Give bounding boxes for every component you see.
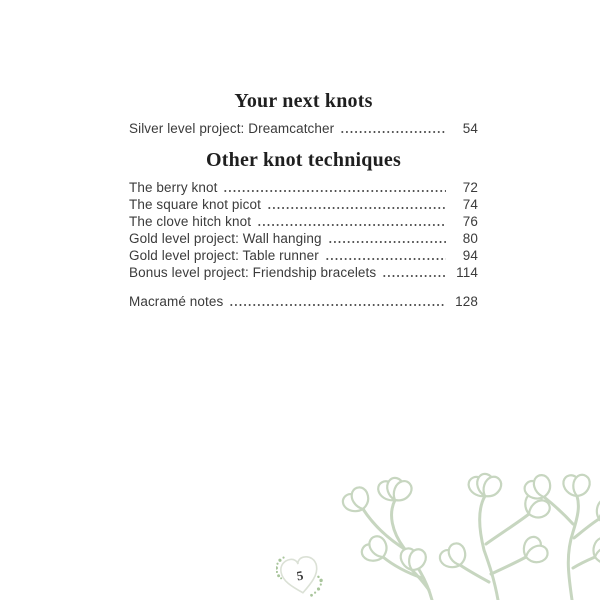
toc-leader-dots [382, 275, 446, 277]
toc-entry [129, 120, 478, 137]
toc-entry [129, 264, 478, 281]
toc-leader-dots [340, 131, 446, 133]
toc-entry-label: The berry knot [129, 180, 218, 195]
table-of-contents [129, 90, 478, 310]
toc-leader-dots [325, 258, 446, 260]
toc-entry [129, 179, 478, 196]
toc-entry-page-number: 94 [462, 248, 478, 263]
toc-entry-label: Gold level project: Table runner [129, 248, 319, 263]
heart-wreath-icon [276, 552, 324, 600]
toc-leader-dots [229, 304, 446, 306]
toc-entry-page-number: 72 [462, 180, 478, 195]
toc-entry [129, 247, 478, 264]
toc-leader-dots [223, 190, 446, 192]
toc-entry-label: Macramé notes [129, 294, 224, 309]
toc-entry [129, 213, 478, 230]
toc-entry-page-number: 128 [455, 294, 478, 309]
toc-entry [129, 230, 478, 247]
toc-leader-dots [267, 207, 446, 209]
toc-entry [129, 196, 478, 213]
toc-entry-label: Bonus level project: Friendship bracelets [129, 265, 377, 280]
toc-entry-label: The clove hitch knot [129, 214, 252, 229]
toc-leader-dots [257, 224, 446, 226]
section-heading: Your next knots [234, 90, 373, 112]
toc-entry-page-number: 114 [456, 265, 478, 280]
toc-entry-label: Silver level project: Dreamcatcher [129, 121, 335, 136]
leafy-branches-icon [332, 466, 600, 600]
toc-leader-dots [328, 241, 446, 243]
toc-entry [129, 293, 478, 310]
footer-page-number: 5 [295, 567, 305, 584]
section-heading: Other knot techniques [206, 149, 401, 171]
toc-entry-page-number: 76 [462, 214, 478, 229]
toc-entry-page-number: 54 [462, 121, 478, 136]
toc-entry-label: Gold level project: Wall hanging [129, 231, 322, 246]
toc-entry-label: The square knot picot [129, 197, 261, 212]
toc-entry-page-number: 80 [462, 231, 478, 246]
toc-entry-page-number: 74 [462, 197, 478, 212]
